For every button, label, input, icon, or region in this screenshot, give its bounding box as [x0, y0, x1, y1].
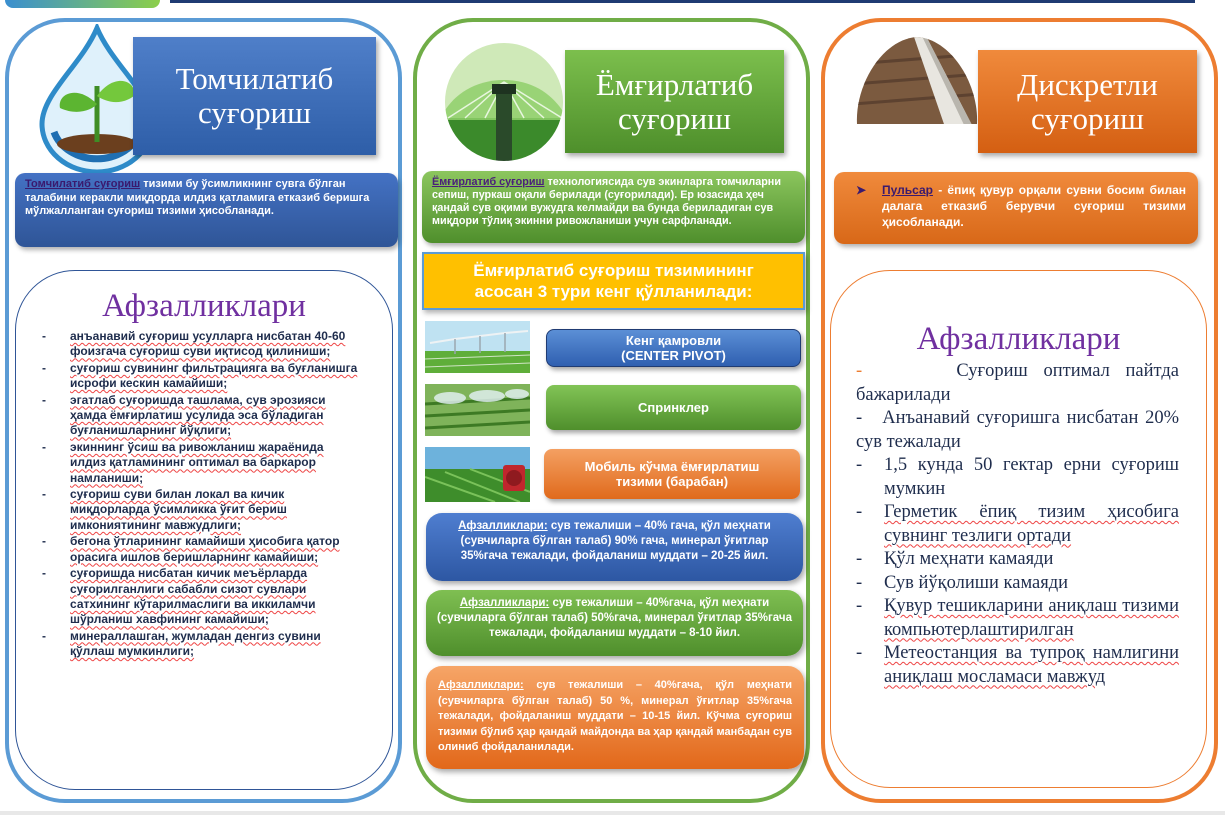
list-item: - Қувур тешикларини аниқлаш тизими компьютерлаштирилган	[856, 596, 1179, 640]
list-item-text: Анъанавий суғоришга нисбатан 20% сув тежалади	[856, 408, 1180, 452]
advantages-key: Афзалликлари:	[438, 679, 524, 691]
drip-description	[15, 173, 398, 247]
sprinkler-field-photo	[425, 384, 530, 436]
list-item: - Қўл меҳнати камаяди	[856, 549, 1054, 569]
center-pivot-photo	[425, 321, 530, 373]
advantages-text: сув тежалиши – 40%гача, қўл меҳнати (сувчиларга бўлган талаб) 50%гача, минерал ўғитлар 35%гача тежалади, фойдаланиш муддати – 8-10 йил.	[437, 597, 792, 639]
sprinkler-types-banner: Ёмғирлатиб суғориш тизимининг асосан 3 тури кенг қўлланилади:	[422, 252, 805, 310]
advantages-text: сув тежалиши – 40%гача, қўл меҳнати (сувчиларга бўлган талаб) 50 %, минерал ўғитлар 35%гача тежалади, фойдаланиш муддати – 10-15 йил. Кўчма суғориш тизими бўлиб ҳар қандай майдонда ва ҳар қандай манбадан сув олиниб фойдаланилади.	[438, 679, 792, 753]
list-item: - анъанавий суғориш усулларга нисбатан 40-60 фоизгача суғориш суви иқтисод қилиниши;	[42, 329, 362, 360]
logo-fragment	[5, 0, 160, 8]
list-item-text: Сув йўқолиши камаяди	[884, 572, 1069, 593]
list-item: - Анъанавий суғоришга нисбатан 20% сув тежалади	[856, 408, 1180, 452]
sprinkler-advantages	[426, 590, 803, 656]
drip-title	[133, 37, 376, 155]
list-item: - эгатлаб суғоришда ташлама, сув эрозияси ҳамда ёмғирлатиш усулида эса бўладиган буғланишларнинг йўқлиги;	[42, 393, 362, 439]
list-item: - экиннинг ўсиш ва ривожланиш жараёнида илдиз қатламининг оптимал ва баркарор намланиши;	[42, 440, 362, 486]
list-item-text: Қўл меҳнати камаяди	[884, 549, 1054, 569]
list-item: - Сув йўқолиши камаяди	[856, 572, 1069, 593]
drip-advantages-list	[42, 329, 362, 661]
sprinkler-description-text: технологиясида сув экинларга томчиларни сепиш, пуркаш оқали берилади (суғорилади). Ер юзасида ҳеч қандай сув оқими вужудга келмайди ва бунда бериладиган сув миқдори тўлиқ экинни ривожланиши учун сарфланади.	[432, 176, 781, 227]
advantages-text: сув тежалиши – 40% гача, қўл меҳнати (сувчиларга бўлган талаб) 90% гача, минерал ўғитлар 35%гача тежалади, фойдаланиш муддати – 20-25 йил.	[460, 520, 771, 562]
sprinkler-description-term: Ёмғирлатиб суғориш	[432, 176, 545, 188]
sprinkler-photo	[440, 40, 568, 165]
list-item: - суғориш суви билан локал ва кичик миқдорларда ўсимликка ўғит бериш имкониятининг мавжудлиги;	[42, 487, 362, 533]
list-item: - минераллашган, жумладан денгиз сувини қўллаш мумкинлиги;	[42, 629, 362, 660]
top-rule	[170, 0, 1195, 3]
arrow-bullet-icon: ➤	[856, 183, 867, 197]
list-item-text: Суғориш оптимал пайтда бажарилади	[856, 361, 1179, 405]
type-label: Спринклер	[638, 400, 709, 415]
discrete-description-text: - ёпиқ қувур орқали сувни босим билан далага етказиб берувчи суғориш тизими ҳисобланади.	[882, 183, 1186, 229]
sprinkler-title	[565, 50, 784, 153]
discrete-title	[978, 50, 1197, 153]
pipe-furrow-photo	[853, 34, 981, 127]
bottom-rule	[0, 811, 1225, 815]
type-mobile-drum	[544, 449, 800, 499]
type-label: Кенг қамровли	[625, 333, 722, 348]
advantages-key: Афзалликлари:	[459, 597, 550, 609]
list-item-text: Қувур тешикларини аниқлаш тизими компьютерлаштирилган	[884, 596, 1179, 640]
discrete-advantages-title: Афзалликлари	[916, 321, 1121, 357]
list-item: - Метеостанция ва тупроқ намлигини аниқлаш мосламаси мавжуд	[856, 643, 1179, 687]
type-center-pivot	[546, 329, 801, 367]
list-item: - суғориш сувининг фильтрацияга ва буғланишга исрофи кескин камайиши;	[42, 361, 362, 392]
list-item: - Суғориш оптимал пайтда бажарилади	[856, 361, 1179, 405]
list-item: - Герметик ёпиқ тизим ҳисобига сувнинг тезлиги ортади	[856, 502, 1179, 546]
advantages-key: Афзалликлари:	[458, 520, 548, 532]
list-item: - суғоришда нисбатан кичик меъёрларда суғорилганлиги сабабли сизот сувлари сатхининг кўтарилмаслиги ва иккиламчи шўрланиш хавфининг камайиши;	[42, 566, 362, 628]
discrete-description	[834, 172, 1198, 244]
drip-title-text: Томчилатиб суғориш	[175, 61, 334, 130]
drip-description-term: Томчилатиб суғориш	[25, 178, 141, 190]
sprinkler-description	[422, 171, 805, 243]
drum-advantages	[426, 666, 804, 769]
sprinkler-title-text: Ёмғирлатиб суғориш	[595, 66, 754, 136]
drip-description-text: тизими бу ўсимликнинг сувга бўлган талабини керакли миқдорда илдиз қатламига етказиб беришга мўлжалланган суғориш тизими ҳисобланади.	[25, 178, 370, 217]
type-sprinkler	[546, 385, 801, 430]
mobile-drum-photo	[425, 447, 530, 502]
list-item: - бегона ўтларининг камайиши ҳисобига қатор орасига ишлов беришларнинг камайиши;	[42, 534, 362, 565]
type-label: Мобиль кўчма ёмғирлатиш	[584, 459, 760, 474]
discrete-title-text: Дискретли суғориш	[1017, 66, 1158, 136]
list-item: - 1,5 кунда 50 гектар ерни суғориш мумкин	[856, 455, 1179, 499]
center-pivot-advantages	[426, 513, 803, 581]
list-item-text: 1,5 кунда 50 гектар ерни суғориш мумкин	[884, 455, 1179, 499]
drip-advantages-title: Афзалликлари	[102, 288, 306, 324]
list-item-text: Герметик ёпиқ тизим ҳисобига сувнинг тезлиги ортади	[884, 502, 1179, 546]
discrete-description-term: Пульсар	[882, 183, 933, 197]
type-label-sub: (CENTER PIVOT)	[621, 348, 726, 363]
discrete-advantages-list	[856, 360, 1179, 689]
list-item-text: Метеостанция ва тупроқ намлигини аниқлаш мосламаси мавжуд	[884, 643, 1179, 687]
type-label-sub: тизими (барабан)	[615, 474, 729, 489]
